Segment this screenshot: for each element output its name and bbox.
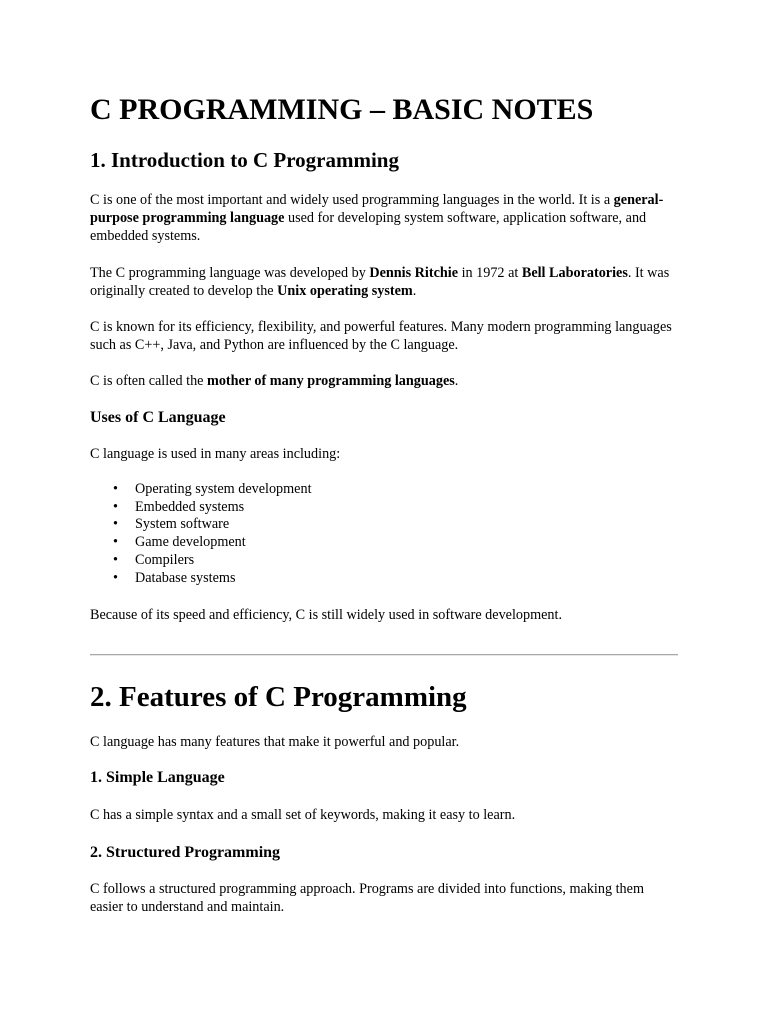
section-divider [90, 654, 678, 656]
feature-heading-simple-language: 1. Simple Language [90, 769, 225, 786]
intro-paragraph-4: C is often called the mother of many programming languages. [90, 373, 459, 389]
feature-text-simple-language: C has a simple syntax and a small set of keywords, making it easy to learn. [90, 807, 516, 823]
features-intro: C language has many features that make it powerful and popular. [90, 734, 460, 750]
feature-heading-structured-programming: 2. Structured Programming [90, 844, 281, 861]
intro-paragraph-3: C is known for its efficiency, flexibility, and powerful features. Many modern programming languages such as C++, Java, and Python are influenced by the C language. [90, 319, 672, 353]
uses-intro: C language is used in many areas including: [90, 446, 341, 462]
list-item: • Operating system development [90, 481, 312, 499]
section-heading-introduction: 1. Introduction to C Programming [90, 148, 399, 172]
intro-paragraph-2: The C programming language was developed by Dennis Ritchie in 1972 at Bell Laboratories. It was originally created to develop the Unix operating system. [90, 265, 670, 299]
list-item: • Game development [90, 534, 312, 552]
uses-list [90, 481, 312, 587]
section-heading-features: 2. Features of C Programming [90, 681, 467, 713]
list-item: • Database systems [90, 570, 312, 588]
list-item: • Compilers [90, 552, 312, 570]
uses-heading: Uses of C Language [90, 409, 226, 426]
feature-text-structured-programming: C follows a structured programming approach. Programs are divided into functions, making them easier to understand and maintain. [90, 881, 644, 915]
uses-closing: Because of its speed and efficiency, C is still widely used in software development. [90, 607, 563, 623]
intro-paragraph-1: C is one of the most important and widely used programming languages in the world. It is a general-purpose programming language used for developing system software, application software, and embedded systems. [90, 192, 664, 244]
document-title: C PROGRAMMING – BASIC NOTES [90, 93, 594, 126]
list-item: • Embedded systems [90, 499, 312, 517]
list-item: • System software [90, 516, 312, 534]
